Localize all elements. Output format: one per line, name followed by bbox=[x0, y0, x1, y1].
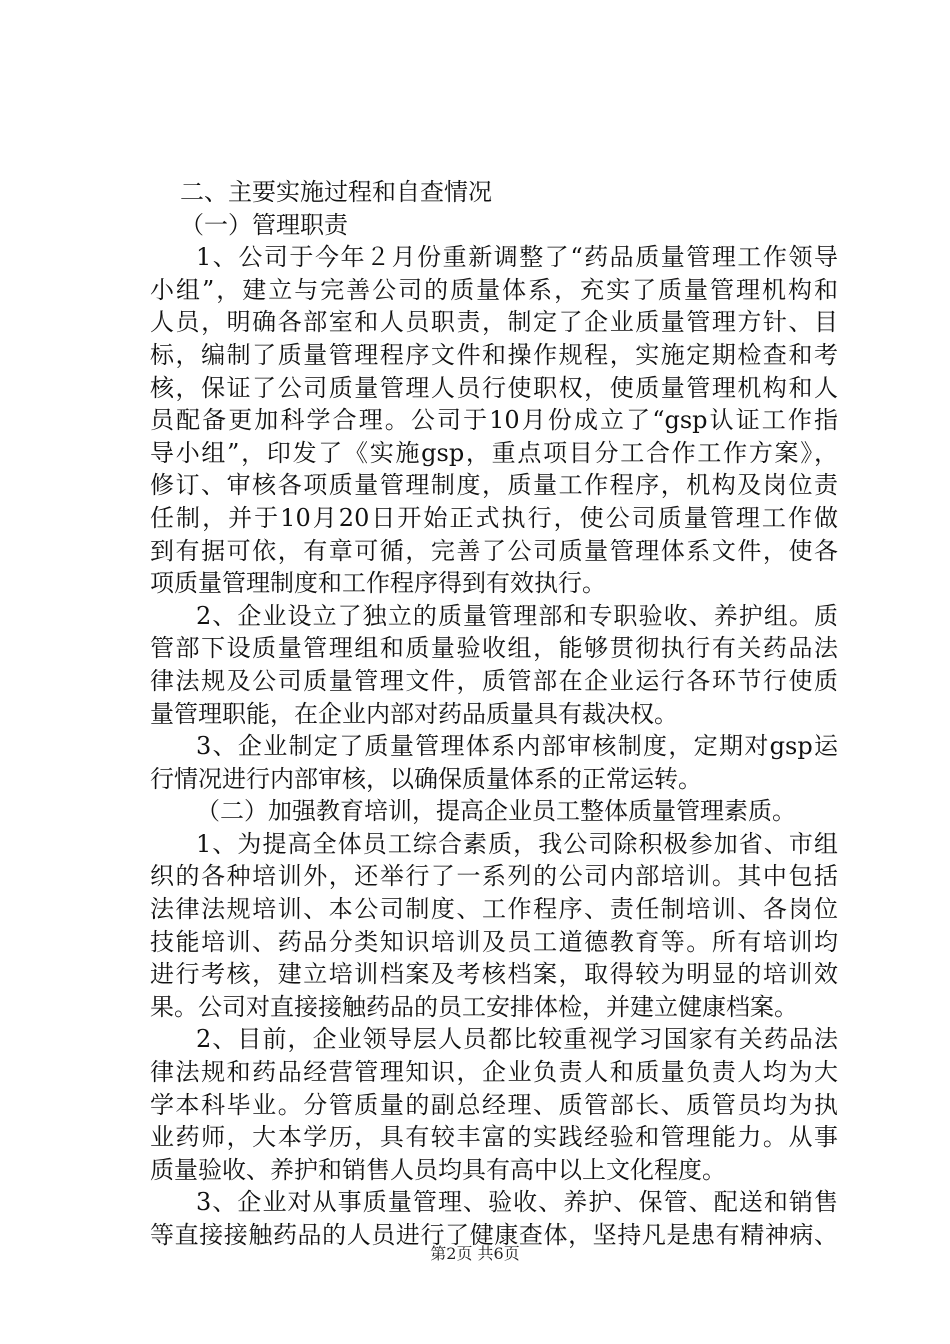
section-heading: 二、主要实施过程和自查情况 bbox=[180, 178, 492, 206]
paragraph-line: 律法规及公司质量管理文件，质管部在企业运行各环节行使质 bbox=[150, 666, 838, 695]
paragraph-line: 3、企业制定了质量管理体系内部审核制度，定期对gsp运 bbox=[196, 732, 838, 761]
document-body bbox=[150, 176, 838, 1252]
paragraph-line: 标，编制了质量管理程序文件和操作规程，实施定期检查和考 bbox=[150, 340, 838, 369]
subsection-heading: （一）管理职责 bbox=[180, 210, 348, 239]
paragraph-line: 2、目前，企业领导层人员都比较重视学习国家有关药品法 bbox=[196, 1025, 838, 1054]
paragraph-line: 1、为提高全体员工综合素质，我公司除积极参加省、市组 bbox=[196, 829, 838, 858]
paragraph-line: 3、企业对从事质量管理、验收、养护、保管、配送和销售 bbox=[196, 1188, 838, 1217]
paragraph-line: 业药师，大本学历，具有较丰富的实践经验和管理能力。从事 bbox=[150, 1123, 838, 1152]
paragraph-line: 果。公司对直接接触药品的员工安排体检，并建立健康档案。 bbox=[150, 992, 798, 1021]
paragraph-line: 到有据可依，有章可循，完善了公司质量管理体系文件，使各 bbox=[150, 536, 838, 565]
paragraph-line: 任制，并于10月20日开始正式执行，使公司质量管理工作做 bbox=[150, 503, 838, 532]
paragraph-line: 核，保证了公司质量管理人员行使职权，使质量管理机构和人 bbox=[150, 373, 838, 402]
paragraph-line: 人员，明确各部室和人员职责，制定了企业质量管理方针、目 bbox=[150, 308, 838, 337]
paragraph-line: 修订、审核各项质量管理制度，质量工作程序，机构及岗位责 bbox=[150, 471, 838, 500]
page-footer: 第2页 共6页 bbox=[430, 1244, 520, 1263]
paragraph-line: 法律法规培训、本公司制度、工作程序、责任制培训、各岗位 bbox=[150, 895, 838, 924]
paragraph-line: 小组”，建立与完善公司的质量体系，充实了质量管理机构和 bbox=[150, 275, 838, 304]
paragraph-line: 学本科毕业。分管质量的副总经理、质管部长、质管员均为执 bbox=[150, 1090, 838, 1119]
paragraph-line: 技能培训、药品分类知识培训及员工道德教育等。所有培训均 bbox=[150, 927, 838, 956]
paragraph-line: 律法规和药品经营管理知识，企业负责人和质量负责人均为大 bbox=[150, 1058, 838, 1087]
paragraph-line: 管部下设质量管理组和质量验收组，能够贯彻执行有关药品法 bbox=[150, 634, 838, 663]
paragraph-line: 行情况进行内部审核，以确保质量体系的正常运转。 bbox=[150, 764, 702, 793]
paragraph-line: 项质量管理制度和工作程序得到有效执行。 bbox=[150, 569, 606, 598]
subsection-heading: （二）加强教育培训，提高企业员工整体质量管理素质。 bbox=[196, 797, 796, 826]
paragraph-line: 1、公司于今年２月份重新调整了“药品质量管理工作领导 bbox=[196, 243, 838, 272]
paragraph-line: 织的各种培训外，还举行了一系列的公司内部培训。其中包括 bbox=[150, 862, 838, 891]
paragraph-line: 等直接接触药品的人员进行了健康查体，坚持凡是患有精神病、 bbox=[150, 1221, 838, 1249]
paragraph-line: 质量验收、养护和销售人员均具有高中以上文化程度。 bbox=[150, 1155, 726, 1184]
paragraph-line: 2、企业设立了独立的质量管理部和专职验收、养护组。质 bbox=[196, 601, 838, 630]
paragraph-line: 员配备更加科学合理。公司于10月份成立了“gsp认证工作指 bbox=[150, 406, 838, 435]
paragraph-line: 导小组”，印发了《实施gsp，重点项目分工合作工作方案》， bbox=[150, 438, 838, 467]
paragraph-line: 量管理职能，在企业内部对药品质量具有裁决权。 bbox=[150, 699, 678, 728]
paragraph-line: 进行考核，建立培训档案及考核档案，取得较为明显的培训效 bbox=[150, 960, 838, 989]
